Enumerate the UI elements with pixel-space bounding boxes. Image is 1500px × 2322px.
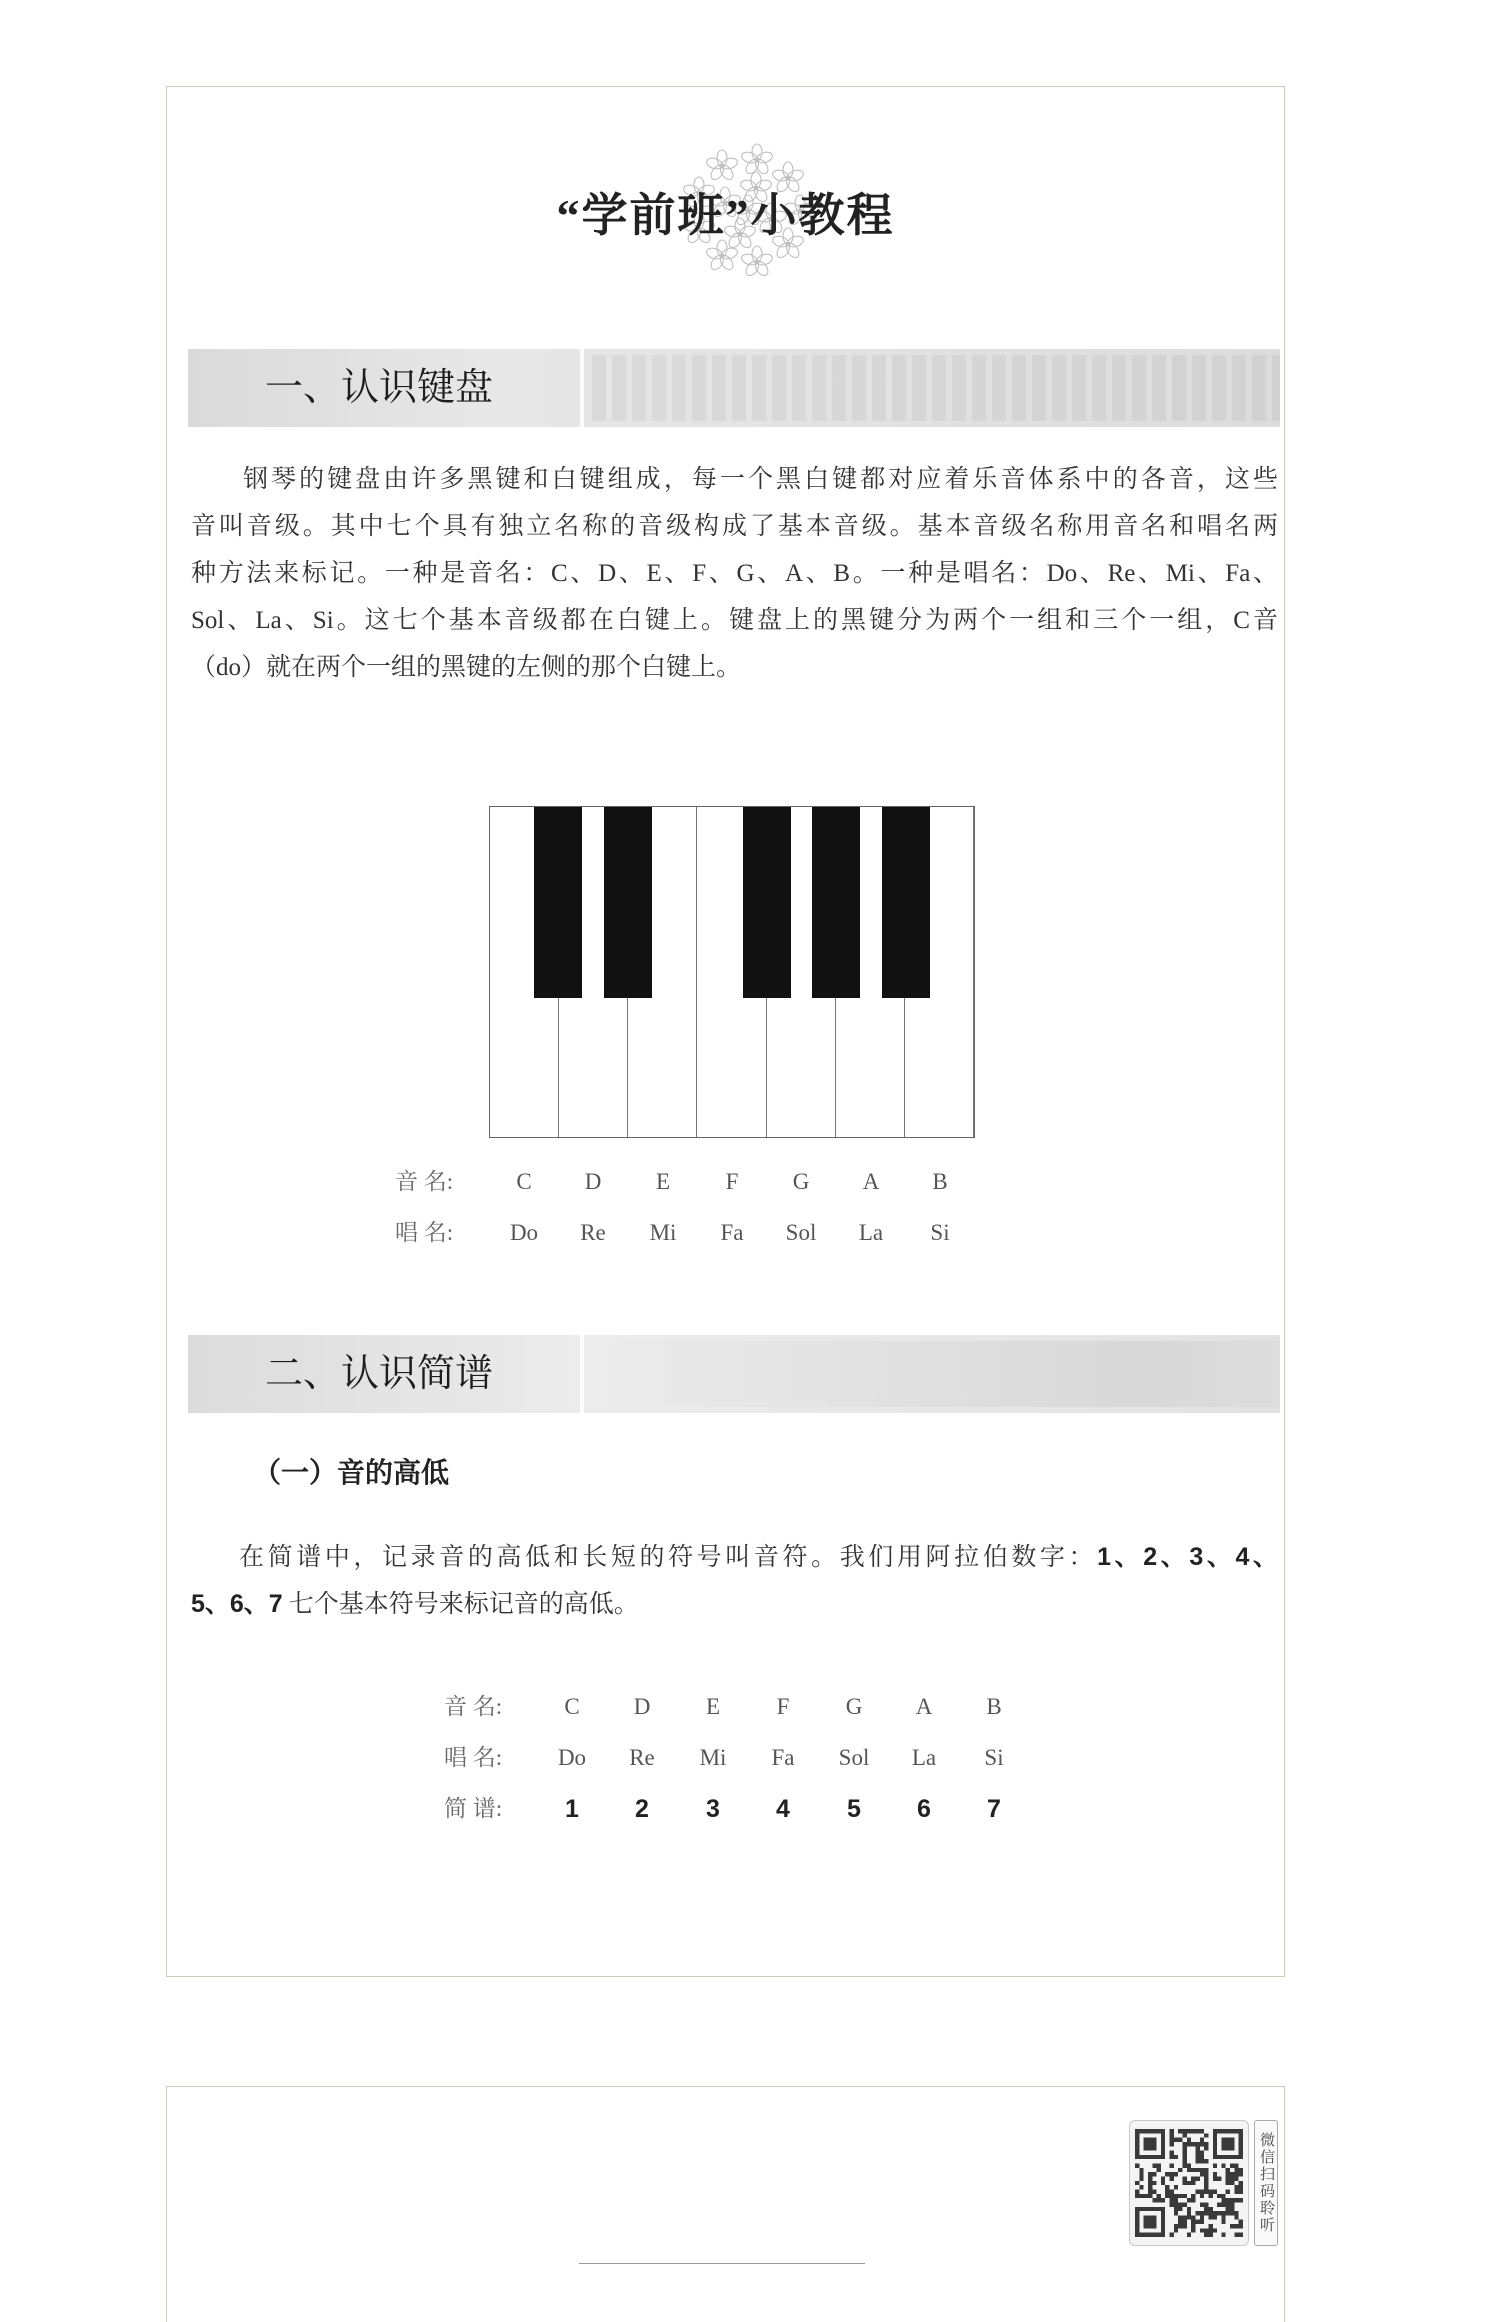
- title-rule: [579, 2263, 865, 2264]
- black-key: [812, 807, 860, 998]
- solfege-name: Re: [580, 1220, 606, 1245]
- solfege-name: Re: [629, 1745, 655, 1770]
- keyboard-paragraph: [191, 456, 1278, 691]
- black-key: [604, 807, 652, 998]
- solfege-name: Sol: [838, 1745, 870, 1770]
- pitch-name: C: [516, 1169, 532, 1194]
- paragraph-numbers: 5、6、7: [191, 1590, 283, 1618]
- pitch-name-row: [167, 1690, 1284, 1724]
- pitch-name: B: [932, 1169, 948, 1194]
- qr-code[interactable]: [1129, 2120, 1249, 2246]
- section-header-notation: [188, 1335, 1280, 1413]
- pitch-name: F: [725, 1169, 739, 1194]
- solfege-name: Do: [557, 1745, 587, 1770]
- solfege-name-row: [167, 1741, 1284, 1775]
- jianpu-number: 6: [917, 1795, 931, 1823]
- pitch-name: G: [792, 1169, 810, 1194]
- pitch-name: D: [633, 1694, 651, 1719]
- paragraph-line: 种方法来标记。一种是音名：C、D、E、F、G、A、B。一种是唱名：Do、Re、Mi、Fa、: [191, 560, 1278, 587]
- solfege-name: Fa: [720, 1220, 744, 1245]
- black-key: [743, 807, 791, 998]
- row-label: 唱 名:: [444, 1745, 503, 1770]
- band-decoration: [592, 355, 1280, 421]
- pitch-name: E: [705, 1694, 721, 1719]
- paragraph-line: [191, 1581, 1278, 1628]
- pitch-name: A: [915, 1694, 933, 1719]
- solfege-name-row: [167, 1216, 1284, 1250]
- paragraph-text: 七个基本符号来标记音的高低。: [288, 1591, 639, 1618]
- subsection-heading: （一）音的高低: [253, 1457, 450, 1488]
- qr-caption: 微信扫码聆听: [1254, 2120, 1278, 2246]
- solfege-name: Si: [984, 1745, 1004, 1770]
- black-key: [534, 807, 582, 998]
- solfege-name: Mi: [699, 1745, 727, 1770]
- pitch-name: B: [986, 1694, 1002, 1719]
- section-heading: 二、认识简谱: [265, 1353, 494, 1395]
- paragraph-line: Sol、La、Si。这七个基本音级都在白键上。键盘上的黑键分为两个一组和三个一组，C音: [191, 607, 1278, 634]
- solfege-name: Fa: [771, 1745, 795, 1770]
- pitch-name: E: [655, 1169, 671, 1194]
- band-decoration: [592, 1341, 1280, 1407]
- notation-paragraph: [191, 1534, 1278, 1628]
- qr-code-icon: [1135, 2129, 1243, 2237]
- section-heading: 一、认识键盘: [265, 367, 494, 409]
- section-header-keyboard: [188, 349, 1280, 427]
- piano-keyboard-diagram: [489, 806, 975, 1138]
- solfege-name: Si: [930, 1220, 950, 1245]
- band-divider: [580, 349, 584, 427]
- pitch-name: G: [845, 1694, 863, 1719]
- jianpu-number: 2: [635, 1795, 649, 1823]
- paragraph-line: 钢琴的键盘由许多黑键和白键组成，每一个黑白键都对应着乐音体系中的各音，这些: [243, 466, 1278, 493]
- solfege-name: Do: [509, 1220, 539, 1245]
- jianpu-number: 3: [706, 1795, 720, 1823]
- black-key: [882, 807, 930, 998]
- solfege-name: Sol: [785, 1220, 817, 1245]
- pitch-name-row: [167, 1165, 1284, 1199]
- paragraph-line: 音叫音级。其中七个具有独立名称的音级构成了基本音级。基本音级名称用音名和唱名两: [191, 513, 1278, 540]
- book-page: [166, 86, 1285, 1977]
- pitch-name: C: [564, 1694, 580, 1719]
- paragraph-numbers: 1、2、3、4、: [1097, 1543, 1278, 1571]
- row-label: 简 谱:: [444, 1796, 503, 1821]
- jianpu-number: 5: [847, 1795, 861, 1823]
- solfege-name: La: [911, 1745, 937, 1770]
- solfege-name: Mi: [649, 1220, 677, 1245]
- paragraph-text: 在简谱中，记录音的高低和长短的符号叫音符。我们用阿拉伯数字：: [239, 1544, 1098, 1571]
- pitch-name: F: [776, 1694, 790, 1719]
- jianpu-number: 1: [565, 1795, 579, 1823]
- band-divider: [580, 1335, 584, 1413]
- row-label: 唱 名:: [395, 1220, 454, 1245]
- jianpu-number: 4: [776, 1795, 790, 1823]
- paragraph-line: [191, 1534, 1278, 1581]
- page-title: “学前班”小教程: [556, 190, 895, 241]
- next-book-page: [166, 2086, 1285, 2322]
- pitch-name: D: [584, 1169, 602, 1194]
- jianpu-number: 7: [987, 1795, 1001, 1823]
- solfege-name: La: [858, 1220, 884, 1245]
- pitch-name: A: [862, 1169, 880, 1194]
- paragraph-line: （do）就在两个一组的黑键的左侧的那个白键上。: [191, 654, 742, 681]
- row-label: 音 名:: [444, 1694, 503, 1719]
- jianpu-number-row: [167, 1792, 1284, 1826]
- row-label: 音 名:: [395, 1169, 454, 1194]
